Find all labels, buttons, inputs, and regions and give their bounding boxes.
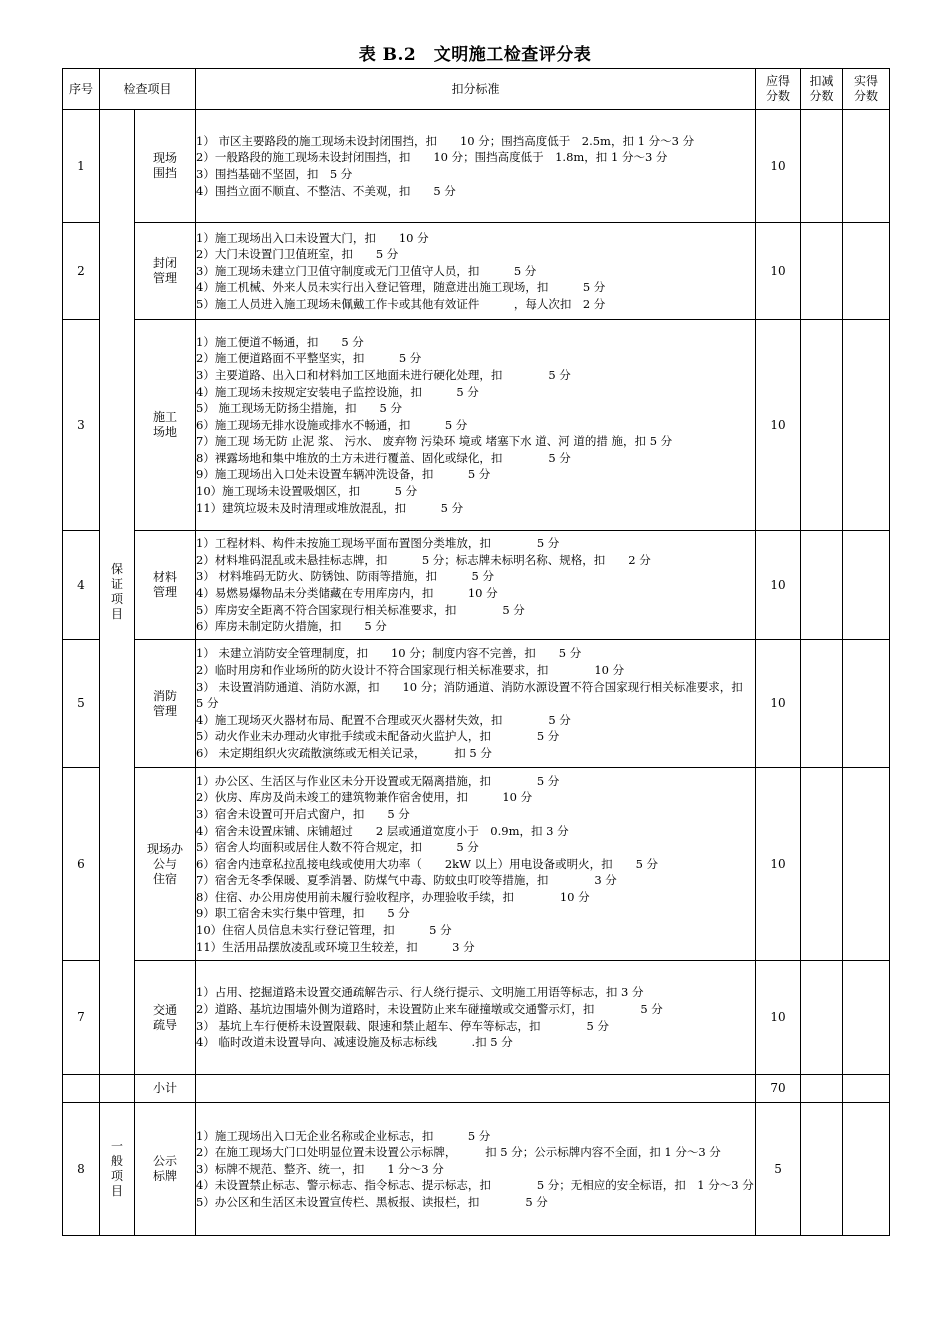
deduct-score-cell[interactable] xyxy=(801,110,843,223)
subtotal-criteria-cell xyxy=(196,1075,756,1103)
check-item: 交通 疏导 xyxy=(135,961,196,1075)
check-item: 公示 标牌 xyxy=(135,1103,196,1236)
subtotal-seq-cell xyxy=(63,1075,100,1103)
header-seq: 序号 xyxy=(63,69,100,110)
criteria-cell: 1） 市区主要路段的施工现场未设封闭围挡，扣 10 分；围挡高度低于 2.5m，扣 1 分～3 分 2）一般路段的施工现场未设封闭围挡，扣 10 分；围挡高度低于 1.8m，扣 1 分～3 分 3）围挡基础不坚固，扣 5 分 4）围挡立面不顺直、不整洁、不美观，扣 5 分 xyxy=(196,110,756,223)
table-row xyxy=(63,110,890,223)
table-row xyxy=(63,223,890,320)
header-row xyxy=(63,69,890,110)
actual-score-cell[interactable] xyxy=(843,640,890,768)
check-item: 现场办 公与 住宿 xyxy=(135,768,196,961)
criteria-cell: 1）施工现场出入口无企业名称或企业标志，扣 5 分 2）在施工现场大门口处明显位置未设置公示标牌， 扣 5 分；公示标牌内容不全面，扣 1 分～3 分 3）标牌不规范、整齐、统一，扣 1 分～3 分 4）未设置禁止标志、警示标志、指令标志、提示标志，扣 5 分；无相应的安全标语，扣 1 分～3 分 5）办公区和生活区未设置宣传栏、黑板报、读报栏，扣 5 分 xyxy=(196,1103,756,1236)
row-seq: 3 xyxy=(63,320,100,531)
subtotal-row xyxy=(63,1075,890,1103)
criteria-cell: 1）办公区、生活区与作业区未分开设置或无隔离措施，扣 5 分 2）伙房、库房及尚未竣工的建筑物兼作宿舍使用，扣 10 分 3）宿舍未设置可开启式窗户，扣 5 分 4）宿舍未设置床铺、床铺超过 2 层或通道宽度小于 0.9m，扣 3 分 5）宿舍人均面积或居住人数不符合规定，扣 5 分 6）宿舍内违章私拉乱接电线或使用大功率（ 2kW 以上）用电设备或明火，扣 5 分 7）宿舍无冬季保暖、夏季消暑、防煤气中毒、防蚊虫叮咬等措施，扣 3 分 8）住宿、办公用房使用前未履行验收程序，办理验收手续，扣 10 分 9）职工宿舍未实行集中管理，扣 5 分 10）住宿人员信息未实行登记管理，扣 5 分 11）生活用品摆放凌乱或环境卫生较差，扣 3 分 xyxy=(196,768,756,961)
deduct-score-cell[interactable] xyxy=(801,768,843,961)
row-seq: 7 xyxy=(63,961,100,1075)
row-seq: 8 xyxy=(63,1103,100,1236)
row-seq: 4 xyxy=(63,531,100,640)
actual-score-cell[interactable] xyxy=(843,1103,890,1236)
criteria-cell: 1）施工便道不畅通，扣 5 分 2）施工便道路面不平整坚实，扣 5 分 3）主要道路、出入口和材料加工区地面未进行硬化处理，扣 5 分 4）施工现场未按规定安装电子监控设施，扣 5 分 5） 施工现场无防扬尘措施，扣 5 分 6）施工现场无排水设施或排水不畅通，扣 5 分 7）施工现 场无防 止泥 浆、 污水、 废弃物 污染环 境或 堵塞下水 道、河 道的措 施，扣 5 分 8）裸露场地和集中堆放的土方未进行覆盖、固化或绿化，扣 5 分 9）施工现场出入口处未设置车辆冲洗设备，扣 5 分 10）施工现场未设置吸烟区，扣 5 分 11）建筑垃圾未及时清理或堆放混乱，扣 5 分 xyxy=(196,320,756,531)
actual-score-cell[interactable] xyxy=(843,531,890,640)
score-sheet-table xyxy=(62,68,890,1236)
header-due-score: 应得 分数 xyxy=(756,69,801,110)
deduct-score-cell[interactable] xyxy=(801,961,843,1075)
due-score: 10 xyxy=(756,223,801,320)
due-score: 10 xyxy=(756,640,801,768)
header-actual-score: 实得 分数 xyxy=(843,69,890,110)
due-score: 10 xyxy=(756,320,801,531)
check-item: 现场 围挡 xyxy=(135,110,196,223)
row-seq: 2 xyxy=(63,223,100,320)
row-seq: 6 xyxy=(63,768,100,961)
table-row xyxy=(63,640,890,768)
criteria-cell: 1）占用、挖掘道路未设置交通疏解告示、行人绕行提示、文明施工用语等标志，扣 3 分 2）道路、基坑边围墙外侧为道路时，未设置防止来车碰撞墩或交通警示灯，扣 5 分 3） 基坑上车行便桥未设置限载、限速和禁止超车、停车等标志，扣 5 分 4） 临时改道未设置导向、减速设施及标志标线 .扣 5 分 xyxy=(196,961,756,1075)
header-check-item: 检查项目 xyxy=(100,69,196,110)
check-item: 封闭 管理 xyxy=(135,223,196,320)
check-item: 消防 管理 xyxy=(135,640,196,768)
actual-score-cell[interactable] xyxy=(843,110,890,223)
table-row xyxy=(63,531,890,640)
due-score: 5 xyxy=(756,1103,801,1236)
deduct-score-cell[interactable] xyxy=(801,320,843,531)
page-title: 表 B.2 文明施工检查评分表 xyxy=(358,45,592,65)
due-score: 10 xyxy=(756,768,801,961)
table-row xyxy=(63,320,890,531)
check-item: 材料 管理 xyxy=(135,531,196,640)
check-item: 施工 场地 xyxy=(135,320,196,531)
actual-score-cell[interactable] xyxy=(843,961,890,1075)
deduct-score-cell[interactable] xyxy=(801,640,843,768)
row-seq: 5 xyxy=(63,640,100,768)
group-label-guarantee: 保 证 项 目 xyxy=(100,110,135,1075)
due-score: 10 xyxy=(756,110,801,223)
criteria-cell: 1）工程材料、构件未按施工现场平面布置图分类堆放，扣 5 分 2）材料堆码混乱或未悬挂标志牌，扣 5 分；标志牌未标明名称、规格，扣 2 分 3） 材料堆码无防火、防锈蚀、防雨等措施，扣 5 分 4）易燃易爆物品未分类储藏在专用库房内，扣 10 分 5）库房安全距离不符合国家现行相关标准要求，扣 5 分 6）库房未制定防火措施，扣 5 分 xyxy=(196,531,756,640)
due-score: 10 xyxy=(756,961,801,1075)
criteria-cell: 1） 未建立消防安全管理制度，扣 10 分；制度内容不完善，扣 5 分 2）临时用房和作业场所的防火设计不符合国家现行相关标准要求，扣 10 分 3） 未设置消防通道、消防水源，扣 10 分；消防通道、消防水源设置不符合国家现行相关标准要求，扣 5 分 4）施工现场灭火器材布局、配置不合理或灭火器材失效，扣 5 分 5）动火作业未办理动火审批手续或未配备动火监护人，扣 5 分 6） 未定期组织火灾疏散演练或无相关记录， 扣 5 分 xyxy=(196,640,756,768)
group-label-general: 一 般 项 目 xyxy=(100,1103,135,1236)
deduct-score-cell[interactable] xyxy=(801,223,843,320)
subtotal-score: 70 xyxy=(756,1075,801,1103)
due-score: 10 xyxy=(756,531,801,640)
subtotal-actual-cell[interactable] xyxy=(843,1075,890,1103)
table-row xyxy=(63,768,890,961)
subtotal-group-cell xyxy=(100,1075,135,1103)
actual-score-cell[interactable] xyxy=(843,223,890,320)
header-criteria: 扣分标准 xyxy=(196,69,756,110)
row-seq: 1 xyxy=(63,110,100,223)
subtotal-deduct-cell[interactable] xyxy=(801,1075,843,1103)
table-row xyxy=(63,961,890,1075)
subtotal-label: 小计 xyxy=(135,1075,196,1103)
header-deduct-score: 扣减 分数 xyxy=(801,69,843,110)
criteria-cell: 1）施工现场出入口未设置大门，扣 10 分 2）大门未设置门卫值班室，扣 5 分 3）施工现场未建立门卫值守制度或无门卫值守人员，扣 5 分 4）施工机械、外来人员未实行出入登记管理，随意进出施工现场，扣 5 分 5）施工人员进入施工现场未佩戴工作卡或其他有效证件 ，每人次扣 2 分 xyxy=(196,223,756,320)
actual-score-cell[interactable] xyxy=(843,320,890,531)
table-row xyxy=(63,1103,890,1236)
deduct-score-cell[interactable] xyxy=(801,1103,843,1236)
deduct-score-cell[interactable] xyxy=(801,531,843,640)
actual-score-cell[interactable] xyxy=(843,768,890,961)
